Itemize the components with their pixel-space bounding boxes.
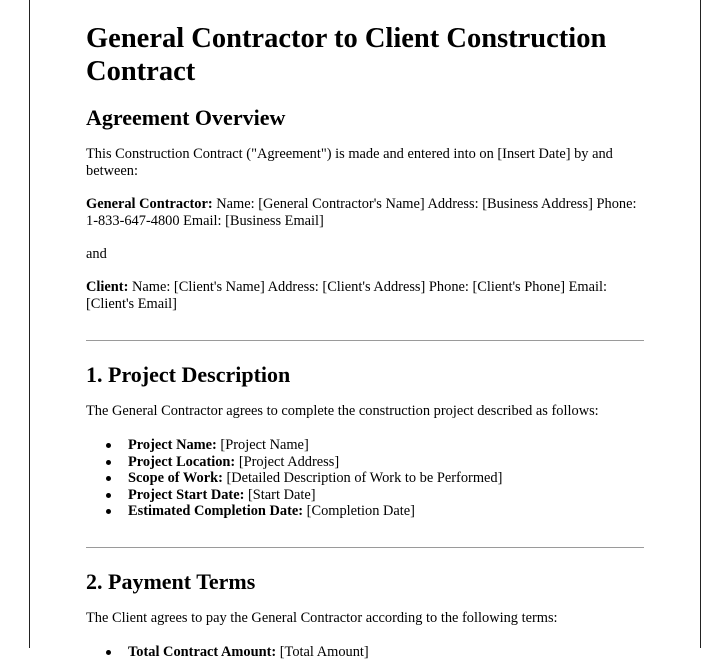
project-details-list	[86, 437, 502, 520]
item-label: Total Contract Amount:	[128, 644, 277, 660]
project-description-intro: The General Contractor agrees to complete the construction project described as follows:	[86, 403, 599, 419]
bullet-icon	[106, 509, 111, 514]
section-divider	[86, 547, 644, 548]
item-label: Scope of Work:	[128, 470, 223, 486]
contractor-label: General Contractor:	[86, 196, 213, 212]
bullet-icon	[106, 443, 111, 448]
payment-terms-heading: 2. Payment Terms	[86, 569, 256, 594]
document-page	[29, 0, 701, 660]
item-value: [Completion Date]	[303, 503, 415, 519]
client-paragraph	[86, 279, 646, 313]
client-details: Name: [Client's Name] Address: [Client's Address] Phone: [Client's Phone] Email: [Client's Email]	[86, 279, 607, 312]
list-item	[86, 487, 502, 504]
payment-terms-list	[86, 644, 369, 661]
bullet-icon	[106, 493, 111, 498]
contractor-details: Name: [General Contractor's Name] Address: [Business Address] Phone: 1-833-647-4800 Email: [Business Email]	[86, 196, 637, 229]
overview-intro-paragraph: This Construction Contract ("Agreement") is made and entered into on [Insert Date] by and between:	[86, 146, 613, 179]
payment-terms-intro: The Client agrees to pay the General Contractor according to the following terms:	[86, 610, 558, 626]
item-value: [Project Name]	[216, 437, 309, 453]
client-label: Client:	[86, 279, 129, 295]
agreement-overview-heading: Agreement Overview	[86, 105, 286, 130]
bullet-icon	[106, 460, 111, 465]
item-label: Estimated Completion Date:	[128, 503, 304, 519]
section-divider	[86, 340, 644, 341]
list-item	[86, 503, 502, 520]
item-label: Project Start Date:	[128, 486, 245, 503]
bullet-icon	[106, 476, 111, 481]
list-item	[86, 437, 502, 454]
list-item	[86, 470, 502, 487]
project-description-heading: 1. Project Description	[86, 362, 291, 387]
list-item	[86, 644, 369, 661]
list-item	[86, 454, 502, 471]
item-label: Project Name:	[128, 437, 217, 453]
document-title: General Contractor to Client Construction Contract	[86, 23, 607, 87]
item-value: [Total Amount]	[276, 644, 369, 660]
item-value: [Detailed Description of Work to be Performed]	[222, 470, 503, 486]
contractor-paragraph	[86, 196, 646, 230]
item-value: [Project Address]	[235, 453, 340, 470]
and-paragraph: and	[86, 246, 107, 262]
item-value: [Start Date]	[244, 486, 316, 503]
bullet-icon	[106, 650, 111, 655]
item-label: Project Location:	[128, 453, 236, 470]
